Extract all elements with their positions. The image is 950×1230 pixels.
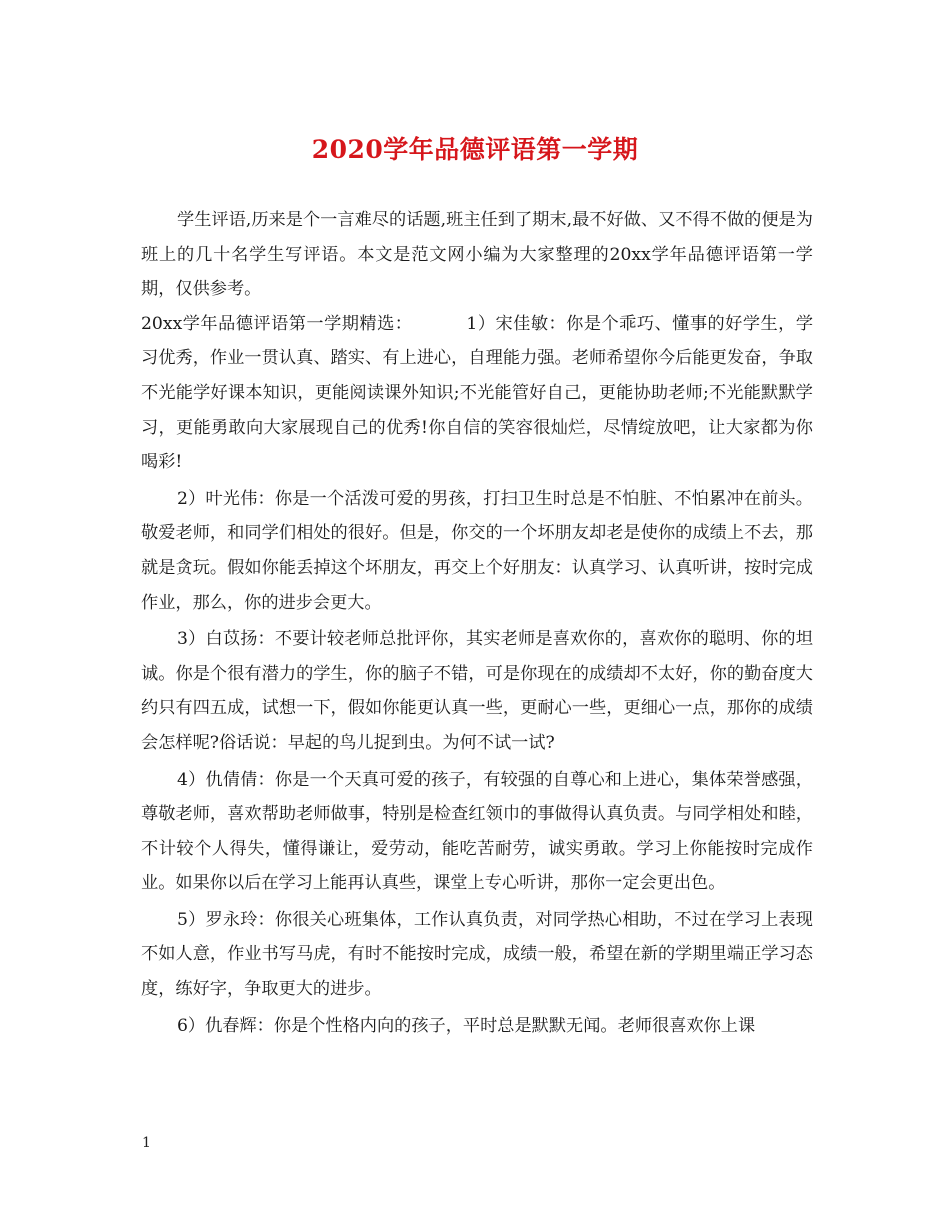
comment-4: 4）仇倩倩：你是一个天真可爱的孩子，有较强的自尊心和上进心，集体荣誉感强，尊敬老师，喜欢帮助老师做事，特别是检查红领巾的事做得认真负责。与同学相处和睦，不计较个人得失，懂得谦让，爱劳动，能吃苦耐劳，诚实勇敢。学习上你能按时完成作业。如果你以后在学习上能再认真些，课堂上专心听讲，那你一定会更出色。 bbox=[141, 769, 813, 894]
page-title: 2020学年品德评语第一学期 bbox=[311, 135, 639, 164]
page-number: 1 bbox=[142, 1135, 151, 1151]
comment-6: 6）仇春辉：你是个性格内向的孩子，平时总是默默无闻。老师很喜欢你上课 bbox=[177, 1015, 756, 1036]
comment-2: 2）叶光伟：你是一个活泼可爱的男孩，打扫卫生时总是不怕脏、不怕累冲在前头。敬爱老师，和同学们相处的很好。但是，你交的一个坏朋友却老是使你的成绩上不去，那就是贪玩。假如你能丢掉这个坏朋友，再交上个好朋友：认真学习、认真听讲，按时完成作业，那么，你的进步会更大。 bbox=[141, 488, 813, 613]
comment-3: 3）白苡扬：不要计较老师总批评你，其实老师是喜欢你的，喜欢你的聪明、你的坦诚。你是个很有潜力的学生，你的脑子不错，可是你现在的成绩却不太好，你的勤奋度大约只有四五成，试想一下，假如你能更认真一些，更耐心一些，更细心一点，那你的成绩会怎样呢?俗话说：早起的鸟儿捉到虫。为何不试一试? bbox=[141, 629, 813, 753]
comment-5: 5）罗永玲：你很关心班集体，工作认真负责，对同学热心相助，不过在学习上表现不如人意，作业书写马虎，有时不能按时完成，成绩一般，希望在新的学期里端正学习态度，练好字，争取更大的进步。 bbox=[141, 909, 813, 1000]
selection-label: 20xx学年品德评语第一学期精选： bbox=[141, 313, 413, 334]
comment-1: 1）宋佳敏：你是个乖巧、懂事的好学生，学习优秀，作业一贯认真、踏实、有上进心，自理能力强。老师希望你今后能更发奋，争取不光能学好课本知识，更能阅读课外知识;不光能管好自己，更能协助老师;不光能默默学习，更能勇敢向大家展现自己的优秀!你自信的笑容很灿烂，尽情绽放吧，让大家都为你喝彩! bbox=[141, 313, 814, 473]
selection-paragraph bbox=[141, 307, 813, 480]
intro-paragraph: 学生评语,历来是个一言难尽的话题,班主任到了期末,最不好做、又不得不做的便是为班上的几十名学生写评语。本文是范文网小编为大家整理的20xx学年品德评语第一学期，仅供参考。 bbox=[141, 210, 813, 300]
document-body bbox=[141, 203, 813, 1043]
